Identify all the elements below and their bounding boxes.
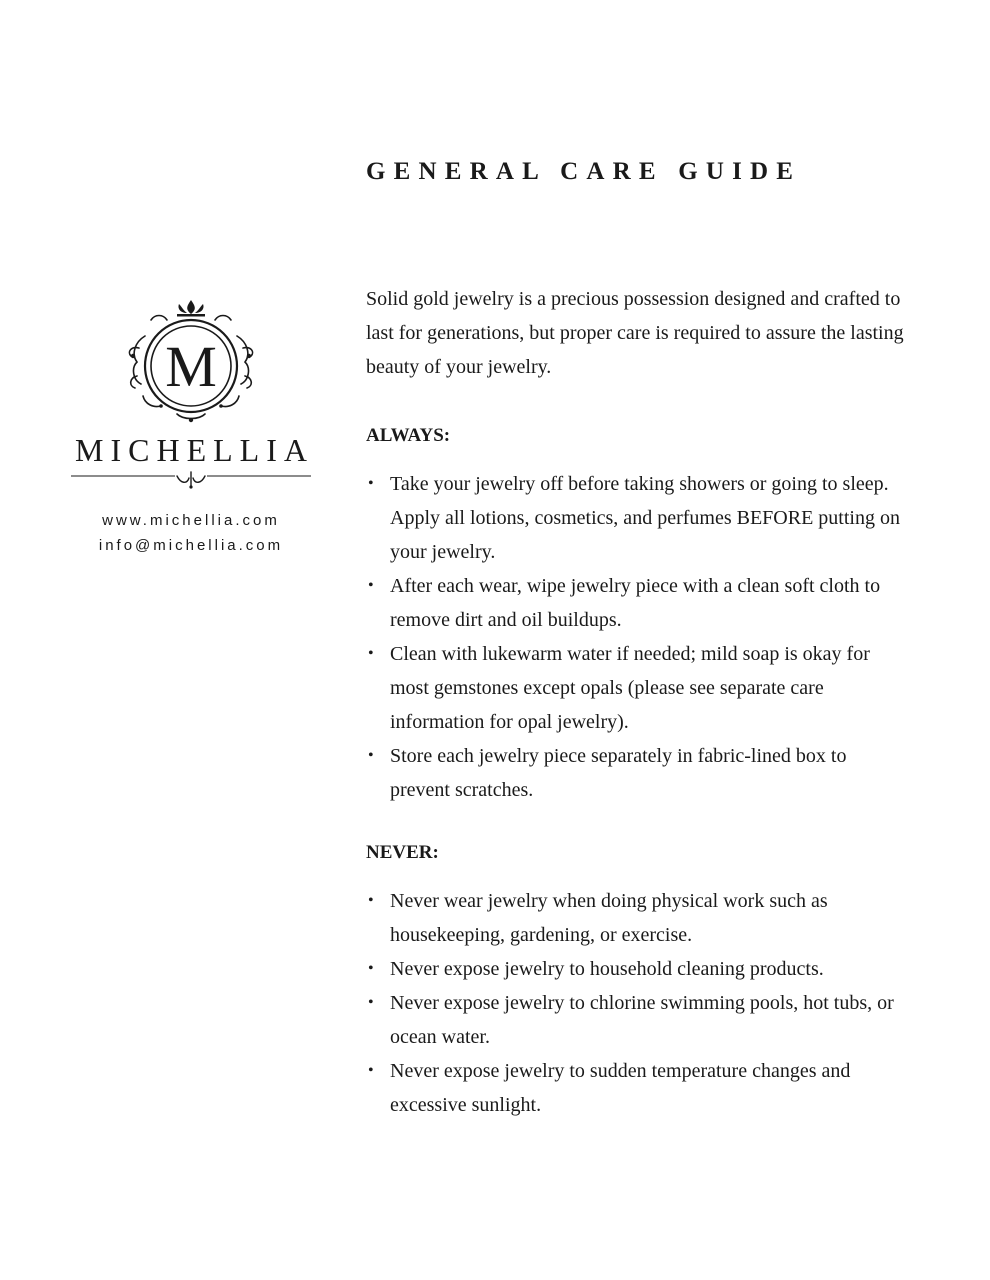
always-list <box>366 467 926 807</box>
bullet-dot-icon: • <box>368 645 374 662</box>
list-item <box>366 739 910 807</box>
bullet-dot-icon: • <box>368 577 374 594</box>
brand-block <box>60 296 322 558</box>
list-item <box>366 569 910 637</box>
always-heading: ALWAYS: <box>366 425 451 446</box>
list-item-text: Clean with lukewarm water if needed; mild soap is okay for most gemstones except opals (please see separate care information for opal jewelry). <box>390 643 870 733</box>
brand-name: MICHELLIA <box>75 432 314 468</box>
email-text: info@michellia.com <box>98 537 284 554</box>
list-item <box>366 986 910 1054</box>
care-guide-content <box>366 150 926 1122</box>
monogram-logo-icon <box>121 296 261 426</box>
bullet-dot-icon: • <box>368 892 374 909</box>
list-item-text: After each wear, wipe jewelry piece with a clean soft cloth to remove dirt and oil buildups. <box>390 575 881 631</box>
bullet-dot-icon: • <box>368 994 374 1011</box>
list-item-text: Never expose jewelry to sudden temperature changes and excessive sunlight. <box>390 1060 851 1116</box>
bullet-dot-icon: • <box>368 475 374 492</box>
list-item <box>366 952 910 986</box>
ornamental-divider-icon <box>71 470 311 490</box>
list-item <box>366 467 910 569</box>
bullet-dot-icon: • <box>368 747 374 764</box>
website-text: www.michellia.com <box>102 512 280 529</box>
list-item <box>366 637 910 739</box>
list-item-text: Store each jewelry piece separately in fabric-lined box to prevent scratches. <box>390 745 847 801</box>
list-item <box>366 1054 910 1122</box>
intro-paragraph: Solid gold jewelry is a precious possession designed and crafted to last for generations, but proper care is required to assure the lasting beauty of your jewelry. <box>366 288 904 378</box>
bullet-dot-icon: • <box>368 1062 374 1079</box>
monogram-letter: M <box>165 334 217 399</box>
list-item-text: Never expose jewelry to household cleaning products. <box>390 958 824 980</box>
never-heading: NEVER: <box>366 842 439 863</box>
list-item-text: Never expose jewelry to chlorine swimming pools, hot tubs, or ocean water. <box>390 992 894 1048</box>
bullet-dot-icon: • <box>368 960 374 977</box>
contact-block <box>60 508 322 558</box>
list-item-text: Take your jewelry off before taking showers or going to sleep. Apply all lotions, cosmetics, and perfumes BEFORE putting on your jewelry. <box>390 473 900 563</box>
never-list <box>366 884 926 1122</box>
list-item <box>366 884 910 952</box>
page-title: GENERAL CARE GUIDE <box>366 158 802 185</box>
list-item-text: Never wear jewelry when doing physical work such as housekeeping, gardening, or exercise. <box>390 890 828 946</box>
